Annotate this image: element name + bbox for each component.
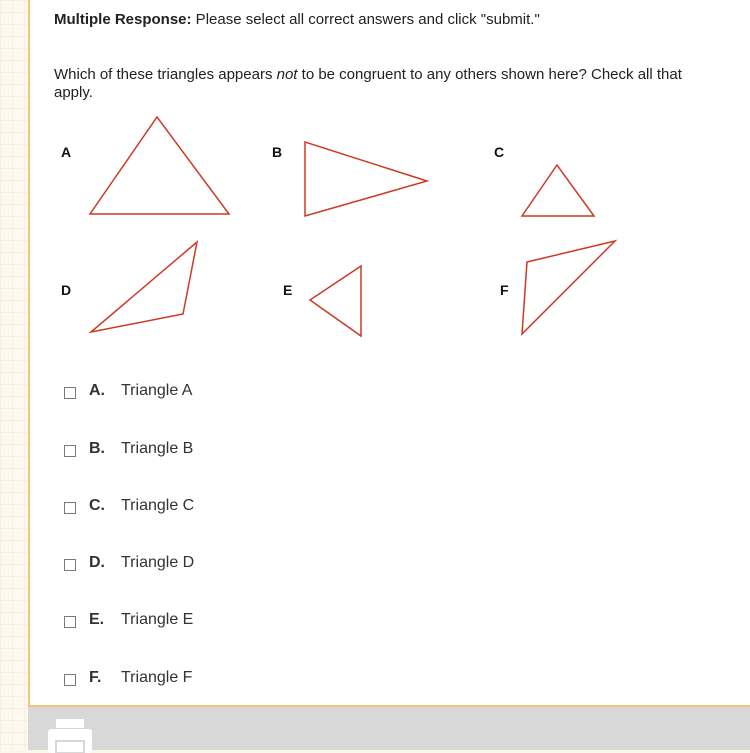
- checkbox-c[interactable]: [64, 502, 76, 514]
- footer-toolbar: [28, 705, 750, 750]
- triangle-label-d: D: [61, 282, 72, 298]
- print-icon[interactable]: [46, 717, 94, 753]
- checkbox-b[interactable]: [64, 445, 76, 457]
- triangle-label-b: B: [272, 144, 283, 160]
- triangle-a: [90, 117, 229, 214]
- choice-d-letter: D.: [89, 554, 105, 571]
- question-text: [54, 66, 714, 102]
- checkbox-a[interactable]: [64, 387, 76, 399]
- question-panel: [28, 0, 750, 705]
- triangle-f: [522, 241, 615, 334]
- triangle-e: [310, 266, 361, 336]
- choice-b-label: Triangle B: [121, 440, 194, 457]
- question-before: Which of these triangles appears: [54, 66, 277, 83]
- triangle-c: [522, 165, 594, 216]
- choice-b[interactable]: [64, 438, 193, 460]
- choice-a-letter: A.: [89, 382, 105, 399]
- checkbox-d[interactable]: [64, 559, 76, 571]
- triangle-label-a: A: [61, 144, 72, 160]
- triangle-label-c: C: [494, 144, 505, 160]
- triangle-b: [305, 142, 427, 216]
- checkbox-f[interactable]: [64, 674, 76, 686]
- choice-e[interactable]: [64, 609, 193, 631]
- instructions: [54, 11, 540, 29]
- instructions-label: Multiple Response:: [54, 11, 192, 28]
- question-after: to be congruent to any others shown here? Check all that apply.: [54, 66, 682, 101]
- question-emphasis: not: [276, 66, 298, 83]
- triangle-d: [91, 242, 197, 332]
- choice-c[interactable]: [64, 495, 194, 517]
- choice-c-letter: C.: [89, 497, 105, 514]
- triangles-figure: [30, 0, 750, 705]
- triangle-label-f: F: [500, 282, 509, 298]
- choice-a[interactable]: [64, 380, 192, 402]
- choice-d[interactable]: [64, 552, 194, 574]
- choice-e-letter: E.: [89, 611, 105, 628]
- triangle-label-e: E: [283, 282, 293, 298]
- choice-f-letter: F.: [89, 669, 102, 686]
- choice-f[interactable]: [64, 667, 192, 689]
- checkbox-e[interactable]: [64, 616, 76, 628]
- choice-d-label: Triangle D: [121, 554, 195, 571]
- choice-f-label: Triangle F: [121, 669, 193, 686]
- choice-b-letter: B.: [89, 440, 105, 457]
- choice-a-label: Triangle A: [121, 382, 193, 399]
- choice-c-label: Triangle C: [121, 497, 195, 514]
- choice-e-label: Triangle E: [121, 611, 194, 628]
- instructions-text: Please select all correct answers and click "submit.": [191, 11, 540, 28]
